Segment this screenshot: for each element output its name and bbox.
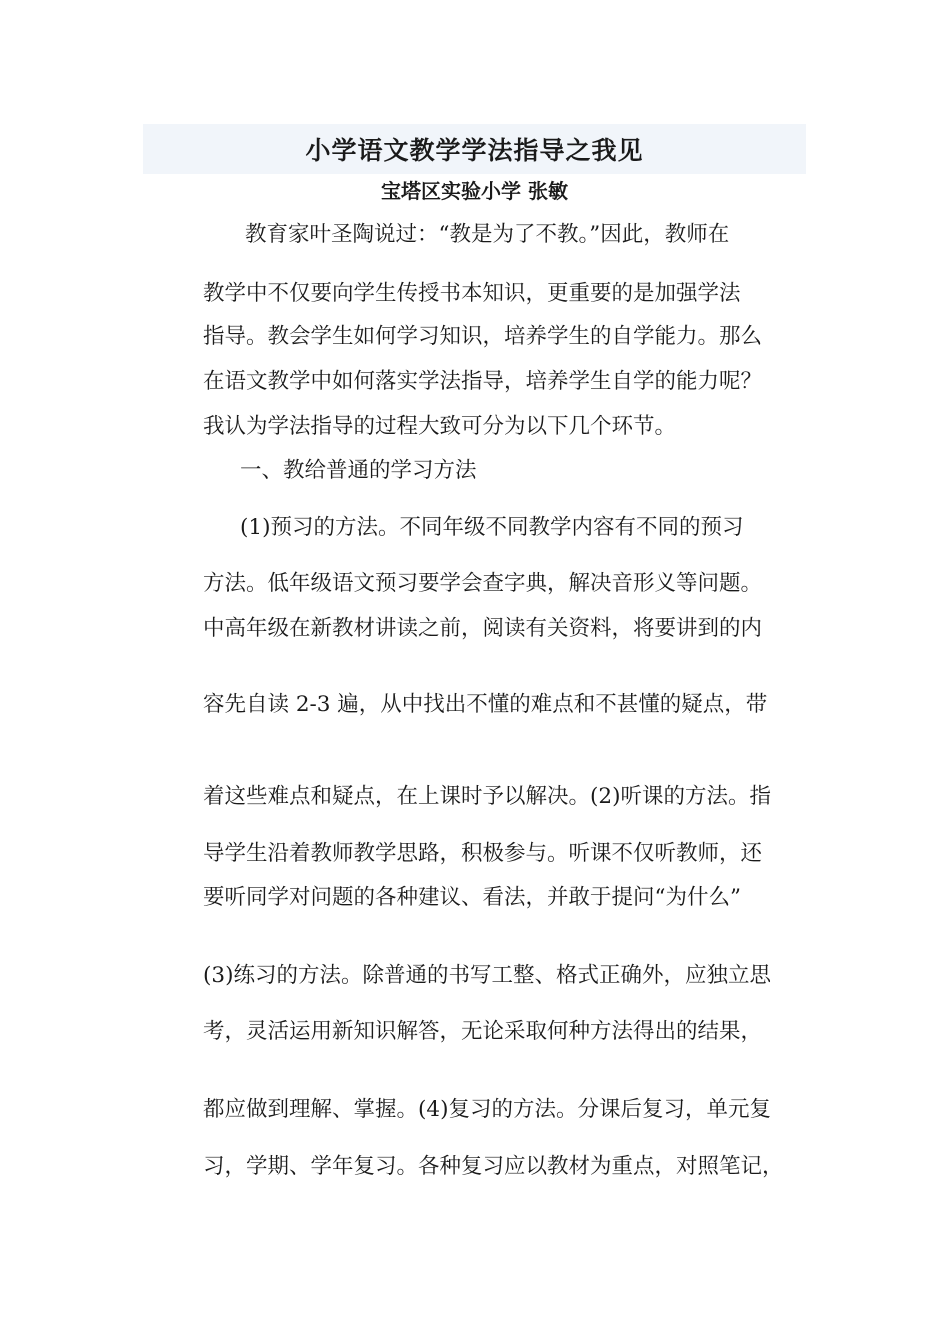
paragraph-line: 着这些难点和疑点，在上课时予以解决。(2)听课的方法。指 — [203, 784, 771, 809]
paragraph-line: 导学生沿着教师教学思路，积极参与。听课不仅听教师，还 — [203, 841, 763, 866]
paragraph-line: 考，灵活运用新知识解答，无论采取何种方法得出的结果， — [203, 1019, 763, 1044]
paragraph-line: 中高年级在新教材讲读之前，阅读有关资料，将要讲到的内 — [203, 616, 763, 641]
paragraph-line: 在语文教学中如何落实学法指导，培养学生自学的能力呢？ — [203, 369, 763, 394]
paragraph-line: 都应做到理解、掌握。(4)复习的方法。分课后复习，单元复 — [203, 1097, 771, 1122]
paragraph-line: 容先自读 2-3 遍，从中找出不懂的难点和不甚懂的疑点，带 — [203, 692, 768, 717]
paragraph-line: 教育家叶圣陶说过：“教是为了不教。”因此，教师在 — [245, 222, 730, 247]
paragraph-line: 教学中不仅要向学生传授书本知识，更重要的是加强学法 — [203, 281, 741, 306]
paragraph-line: 指导。教会学生如何学习知识，培养学生的自学能力。那么 — [203, 324, 763, 349]
author-line: 宝塔区实验小学 张敏 — [381, 179, 568, 203]
paragraph-line: (3)练习的方法。除普通的书写工整、格式正确外，应独立思 — [203, 963, 771, 988]
paragraph-line: (1)预习的方法。不同年级不同教学内容有不同的预习 — [240, 515, 744, 540]
paragraph-line: 方法。低年级语文预习要学会查字典，解决音形义等问题。 — [203, 571, 763, 596]
paragraph-line: 我认为学法指导的过程大致可分为以下几个环节。 — [203, 414, 677, 439]
section-heading: 一、教给普通的学习方法 — [240, 458, 477, 483]
paragraph-line: 习，学期、学年复习。各种复习应以教材为重点，对照笔记， — [203, 1154, 784, 1179]
paragraph-line: 要听同学对问题的各种建议、看法，并敢于提问“为什么” — [203, 885, 741, 910]
document-title: 小学语文教学学法指导之我见 — [305, 136, 644, 165]
